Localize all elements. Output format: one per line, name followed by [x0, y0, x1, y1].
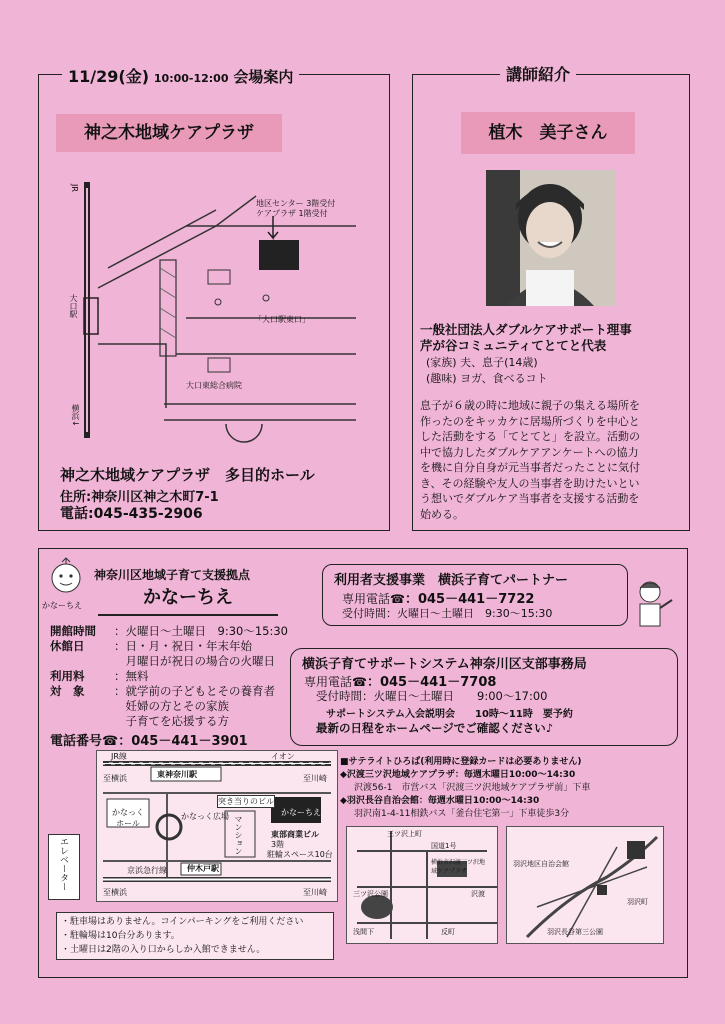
sawatari-label: 横浜市沢渡三ツ沢地域ケアプラザ [431, 859, 486, 875]
satellite-item-2: ◆羽沢長谷自治会館：毎週水曜日10:00～14:30 [340, 796, 540, 806]
kanachie-map [96, 750, 338, 902]
bio-line: 作ったのをキッカケに居場所づくりを中心と [420, 414, 640, 428]
map-kanakku-square: かなっく広場 [181, 812, 229, 821]
hazawa-map-svg [507, 827, 663, 943]
support-briefing: サポートシステム入会説明会 10時～11時 要予約 [326, 709, 573, 720]
map-east-exit: 「大口駅東口」 [254, 315, 310, 324]
sawatari-label: 国道1号 [431, 842, 457, 850]
bio-line: した活動をする「てとてと」を設立。活動の [420, 430, 640, 443]
support-hours-value: ：火曜日～土曜日 9:00～17:00 [362, 689, 548, 703]
support-website-note: 最新の日程をホームページでご確認ください♪ [316, 721, 554, 735]
partner-phone-value: ：045－441－7722 [404, 592, 535, 607]
notes-box [56, 912, 334, 960]
satellite-heading: ■サテライトひろば(利用時に登録カードは必要ありません) [340, 757, 582, 767]
map-higashi-kanagawa: 東神奈川駅 [157, 770, 197, 779]
map-to-yokohama-bottom: 至横浜 [103, 888, 127, 897]
sawatari-map-svg [347, 827, 497, 943]
sawatari-label: 三ツ沢公園 [353, 890, 388, 898]
partner-illustration [630, 578, 676, 632]
kanachie-logo [46, 556, 86, 596]
map-center-note-2: ケアプラザ 1階受付 [256, 209, 328, 218]
partner-phone-label: 専用電話☎ [342, 592, 405, 606]
kanachie-phone-value: ：045－441－3901 [118, 734, 248, 749]
speaker-title-1: 一般社団法人ダブルケアサポート理事 [420, 322, 632, 337]
info-row: 対 象 ：就学前の子どもとその養育者 [50, 684, 275, 698]
venue-map [56, 168, 386, 448]
hazawa-label: 羽沢長谷第三公園 [547, 928, 603, 936]
support-phone-value: ：045－441－7708 [366, 675, 497, 690]
sawatari-label: 沢渡 [471, 890, 485, 898]
support-hours-label: 受付時間 [316, 689, 362, 703]
map-jr: JR [70, 184, 79, 192]
hall-name: 神之木地域ケアプラザ 多目的ホール [60, 466, 315, 484]
venue-header [62, 64, 299, 87]
partner-character-icon [630, 578, 676, 632]
speaker-bio [420, 398, 640, 522]
support-phone-label: 専用電話☎ [304, 675, 367, 689]
map-to-yokohama-top: 至横浜 [103, 774, 127, 783]
bio-line: き、その経験や友人の当事者を助けたいとい [420, 476, 640, 490]
sawatari-label: 浅間下 [353, 928, 374, 936]
partner-hours [342, 605, 552, 621]
venue-header-label: 会場案内 [233, 68, 294, 86]
map-aeon: イオン [271, 752, 295, 761]
sawatari-label: 反町 [441, 928, 455, 936]
venue-time: 10:00-12:00 [153, 72, 229, 85]
map-kanakku-hall: かなっくホール [112, 808, 144, 828]
kanachie-name: かなーちえ [98, 582, 278, 616]
kanachie-subtitle: 神奈川区地域子育て支援拠点 [94, 568, 251, 582]
map-center-note-1: 地区センター 3階受付 [256, 199, 336, 208]
info-row: 妊婦の方とその家族 [114, 699, 229, 713]
speaker-photo [486, 170, 616, 306]
kanachie-phone [50, 730, 248, 749]
map-hospital: 大口東総合病院 [186, 381, 242, 390]
map-kanachie: かなーちえ [281, 808, 321, 817]
satellite-map-sawatari [346, 826, 498, 944]
speaker-family: (家族) 夫、息子(14歳) [426, 356, 538, 369]
venue-phone: 電話:045-435-2906 [60, 506, 203, 522]
hazawa-label: 羽沢町 [627, 898, 648, 906]
support-hours [316, 688, 547, 704]
venue-map-svg [56, 168, 386, 448]
venue-tag: 神之木地域ケアプラザ [56, 114, 282, 152]
map-tsukiatari: 突き当りのビル [218, 797, 274, 806]
satellite-info [340, 756, 590, 821]
kanachie-phone-label: 電話番号☎ [50, 734, 119, 749]
map-station: 大口駅 [69, 294, 78, 318]
map-yokohama: 横浜↓ [71, 404, 80, 427]
note-item: ・駐車場はありません。コインパーキングをご利用ください [61, 917, 304, 927]
support-title: 横浜子育てサポートシステム神奈川区支部事務局 [302, 657, 587, 672]
speaker-photo-svg [486, 170, 616, 306]
info-row: 利用料 ：無料 [50, 669, 149, 683]
hazawa-label: 羽沢地区自治会館 [513, 860, 569, 868]
venue-address: 住所:神奈川区神之木町7-1 [60, 490, 219, 505]
partner-title: 利用者支援事業 横浜子育てパートナー [334, 573, 569, 588]
map-to-kawasaki-top: 至川崎 [303, 774, 327, 783]
elevator-label: エレベーター [48, 834, 80, 900]
speaker-header: 講師紹介 [500, 62, 576, 85]
map-jr-line: JR線 [111, 752, 127, 761]
bio-line: を機に自分自身が元当事者だったことに気付 [420, 461, 640, 474]
bio-line: う想いでダブルケア当事者を支援する活動を [420, 492, 640, 505]
satellite-map-hazawa [506, 826, 664, 944]
map-tokyu-bldg: 東部商業ビル [271, 830, 319, 839]
map-keikyu: 京浜急行線 [127, 866, 167, 875]
venue-date: 11/29(金) [68, 67, 150, 86]
kanachie-info [50, 624, 288, 729]
info-row: 子育てを応援する方 [114, 714, 229, 728]
map-floor-note: 3階 [271, 840, 285, 849]
kanachie-logo-icon [46, 556, 86, 596]
bio-line: 中で協力したダブルケアアンケートへの協力 [420, 445, 639, 459]
map-nakakido: 仲木戸駅 [187, 864, 219, 873]
map-parking: 駐輪スペース10台 [267, 850, 333, 859]
bio-line: 息子が６歳の時に地域に親子の集える場所を [420, 399, 640, 412]
bio-line: 始める。 [420, 507, 464, 521]
partner-hours-label: 受付時間 [342, 607, 386, 620]
speaker-hobby: (趣味) ヨガ、食べるコト [426, 372, 548, 385]
note-item: ・駐輪場は10台分あります。 [61, 931, 180, 941]
note-item: ・土曜日は2階の入り口からしか入館できません。 [61, 945, 266, 955]
partner-hours-value: ：火曜日～土曜日 9:30～15:30 [386, 607, 553, 620]
speaker-title-2: 芹が谷コミュニティてとてと代表 [420, 338, 607, 353]
satellite-item-1: ◆沢渡三ツ沢地域ケアプラザ：毎週木曜日10:00～14:30 [340, 770, 576, 780]
satellite-item-2-access: 羽沢南1-4-11相鉄バス「釜台住宅第一」下車徒歩3分 [354, 809, 570, 819]
satellite-item-1-access: 沢渡56-1 市営バス「沢渡三ツ沢地域ケアプラザ前」下車 [354, 783, 591, 793]
speaker-name-tag: 植木 美子さん [461, 112, 635, 154]
kanachie-logo-caption: かなーちえ [42, 601, 82, 610]
info-row: 開館時間 ：火曜日～土曜日 9:30～15:30 [50, 624, 288, 638]
info-row: 休館日 ：日・月・祝日・年末年始 [50, 639, 252, 653]
info-row: 月曜日が祝日の場合の火曜日 [114, 654, 275, 668]
map-to-kawasaki-bottom: 至川崎 [303, 888, 327, 897]
sawatari-label: 三ツ沢上町 [387, 830, 422, 838]
map-mansion: マンション [234, 815, 243, 855]
